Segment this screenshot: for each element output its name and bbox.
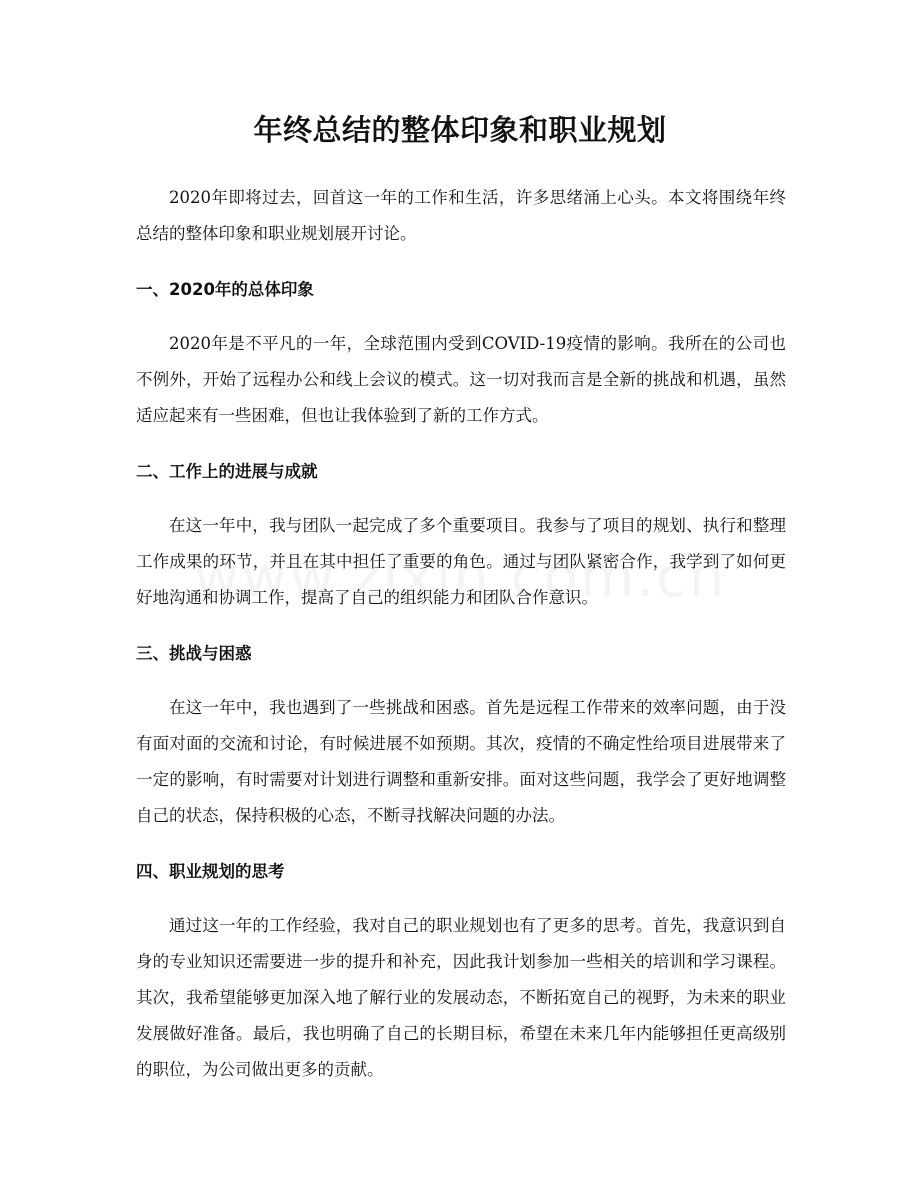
section-body-1: 2020年是不平凡的一年，全球范围内受到COVID-19疫情的影响。我所在的公司也不例外，开始了远程办公和线上会议的模式。这一切对我而言是全新的挑战和机遇，虽然适应起来有一些困难，但也让我体验到了新的工作方式。 — [136, 334, 786, 425]
section-heading-1: 一、2020年的总体印象 — [136, 280, 314, 299]
intro-paragraph: 2020年即将过去，回首这一年的工作和生活，许多思绪涌上心头。本文将围绕年终总结的整体印象和职业规划展开讨论。 — [136, 188, 786, 243]
section-heading-3: 三、挑战与困惑 — [136, 644, 252, 663]
document-body — [136, 180, 786, 1088]
section-body-4: 通过这一年的工作经验，我对自己的职业规划也有了更多的思考。首先，我意识到自身的专业知识还需要进一步的提升和补充，因此我计划参加一些相关的培训和学习课程。其次，我希望能够更加深入地了解行业的发展动态，不断拓宽自己的视野，为未来的职业发展做好准备。最后，我也明确了自己的长期目标，希望在未来几年内能够担任更高级别的职位，为公司做出更多的贡献。 — [136, 916, 786, 1079]
section-body-3: 在这一年中，我也遇到了一些挑战和困惑。首先是远程工作带来的效率问题，由于没有面对面的交流和讨论，有时候进展不如预期。其次，疫情的不确定性给项目进展带来了一定的影响，有时需要对计划进行调整和重新安排。面对这些问题，我学会了更好地调整自己的状态，保持积极的心态，不断寻找解决问题的办法。 — [136, 698, 786, 825]
section-heading-4: 四、职业规划的思考 — [136, 862, 285, 881]
section-body-2: 在这一年中，我与团队一起完成了多个重要项目。我参与了项目的规划、执行和整理工作成果的环节，并且在其中担任了重要的角色。通过与团队紧密合作，我学到了如何更好地沟通和协调工作，提高了自己的组织能力和团队合作意识。 — [136, 516, 786, 607]
section-heading-2: 二、工作上的进展与成就 — [136, 462, 318, 481]
document-title: 年终总结的整体印象和职业规划 — [253, 113, 667, 147]
